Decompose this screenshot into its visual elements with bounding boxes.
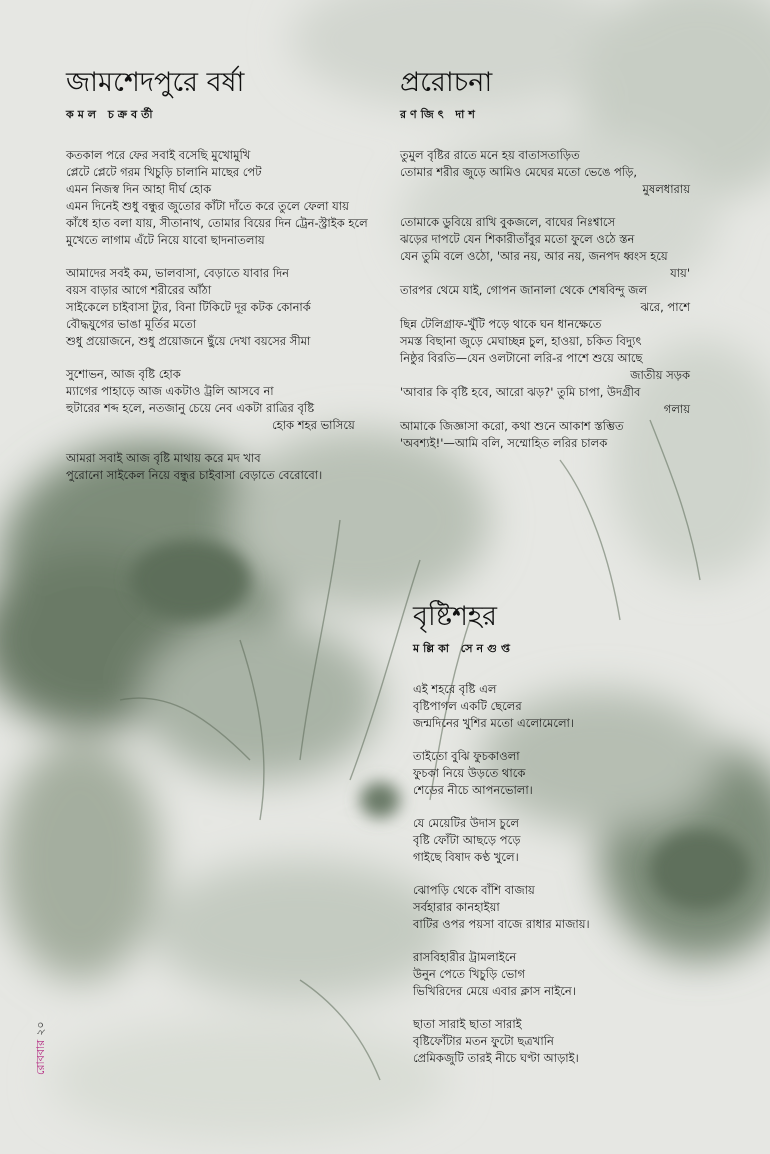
poem-line: যেন তুমি বলে ওঠো, 'আর নয়, আর নয়, জনপদ ধ্বংস হয়ে: [400, 249, 668, 263]
poem-line: পুরোনো সাইকেল নিয়ে বন্ধুর চাইবাসা বেড়াতে বেরোবো।: [66, 468, 323, 482]
poem-line: এমন দিনেই শুধু বন্ধুর জুতোর কাঁটা দাঁতে করে তুলে ফেলা যায়: [66, 199, 349, 213]
stanza: [66, 450, 396, 484]
poem-line: সাইকেলে চাইবাসা ট্যুর, বিনা টিকিটে দূর কটক কোনার্ক: [66, 300, 311, 314]
poem-line: জাতীয় সড়ক: [630, 368, 690, 382]
stanza: [413, 949, 713, 1000]
stanza: [413, 815, 713, 866]
poem-title: বৃষ্টিশহর: [413, 601, 497, 632]
poem-line: সর্বহারার কানহাইয়া: [413, 900, 500, 914]
poem-line: হুটারের শব্দ হলে, নতজানু চেয়ে নেব একটা রাত্রির বৃষ্টি: [66, 401, 315, 415]
poem-line: শেডের নীচে আপনভোলা।: [413, 783, 533, 797]
poem-line: ফুচকা নিয়ে উড়তে থাকে: [413, 766, 526, 780]
poem-author: কমল চক্রবর্তী: [66, 108, 157, 121]
poem-line: রাসবিহারীর ট্রামলাইনে: [413, 950, 517, 964]
poem-body: [400, 147, 690, 452]
poem-line: বৃষ্টিপাগল একটি ছেলের: [413, 699, 522, 713]
poem-author: মল্লিকা সেনগুপ্ত: [413, 642, 514, 655]
poem-line: তুমুল বৃষ্টির রাতে মনে হয় বাতাসতাড়িত: [400, 148, 580, 162]
poem-line: ছিন্ন টেলিগ্রাফ-খুঁটি পড়ে থাকে ঘন ধানক্ষেতে: [400, 317, 602, 331]
stanza: [66, 265, 396, 350]
poem-line: প্রেমিকজুটি তারই নীচে ঘণ্টা আড়াই।: [413, 1051, 579, 1065]
poem-line: ভিখিরিদের মেয়ে এবার ক্লাস নাইনে।: [413, 984, 576, 998]
poem-line: শুধু প্রয়োজনে, শুধু প্রয়োজনে ছুঁয়ে দেখা বয়সের সীমা: [66, 334, 311, 348]
poem-line: সুশোভন, আজ বৃষ্টি হোক: [66, 367, 181, 381]
page-number: ২০: [34, 1021, 47, 1036]
poem-line: আমাদের সবই কম, ভালবাসা, বেড়াতে যাবার দিন: [66, 266, 289, 280]
poem-line: গাইছে বিষাদ কণ্ঠ খুলে।: [413, 850, 519, 864]
poem-line: এমন নিজস্ব দিন আহা দীর্ঘ হোক: [66, 182, 212, 196]
poem-line: বৃষ্টিফোঁটার মতন ফুটো ছত্রখানি: [413, 1034, 554, 1048]
poem-line: আমরা সবাই আজ বৃষ্টি মাথায় করে মদ খাব: [66, 451, 261, 465]
poem-body: [66, 147, 396, 484]
poem-line: বৌদ্ধযুগের ভাঙা মূর্তির মতো: [66, 317, 197, 331]
poem-line: ছাতা সারাই ছাতা সারাই: [413, 1017, 522, 1031]
poem-jamshedpure-barsha: [66, 66, 396, 484]
poem-line: তারপর থেমে যাই, গোপন জানালা থেকে শেষবিন্দু জল: [400, 283, 648, 297]
stanza: [413, 1016, 713, 1067]
poem-prorochona: [400, 66, 690, 452]
poem-line: প্লেটে প্লেটে গরম খিচুড়ি চালানি মাছের পেট: [66, 165, 262, 179]
poem-line: নিষ্ঠুর বিরতি—যেন ওলটানো লরি-র পাশে শুয়ে আছে: [400, 351, 643, 365]
poem-line: তোমার শরীর জুড়ে আমিও মেঘের মতো ভেঙে পড়ি,: [400, 165, 638, 179]
stanza: [400, 147, 690, 198]
poem-line: 'আবার কি বৃষ্টি হবে, আরো ঝড়?' তুমি চাপা, উদগ্রীব: [400, 385, 641, 399]
poem-line: উনুন পেতে খিচুড়ি ভোগ: [413, 967, 526, 981]
poem-line: ঝড়ের দাপটে যেন শিকারীতাঁবুর মতো ফুলে ওঠে স্তন: [400, 232, 635, 246]
poem-brishtishohor: [413, 600, 713, 1067]
poem-title: জামশেদপুরে বর্ষা: [66, 67, 245, 98]
poem-line: বয়স বাড়ার আগে শরীরের আঁঠা: [66, 283, 212, 297]
poem-line: ঝরে, পাশে: [640, 300, 690, 314]
stanza: [400, 214, 690, 452]
poem-author: রণজিৎ দাশ: [400, 108, 479, 121]
poem-line: গলায়: [663, 402, 690, 416]
poem-line: হোক শহর ভাসিয়ে: [272, 418, 355, 432]
stanza: [66, 147, 396, 249]
poem-line: মুখেতে লাগাম এঁটে নিয়ে যাবো ছাদনাতলায়: [66, 233, 265, 247]
poem-line: বাটির ওপর পয়সা বাজে রাধার মাজায়।: [413, 917, 590, 931]
page-folio: [32, 1021, 51, 1075]
poem-line: কাঁধে হাত বলা যায়, সীতানাথ, তোমার বিয়ের দিন ট্রেন-স্ট্রাইক হলে: [66, 216, 368, 230]
poem-line: ম্যাগের পাহাড়ে আজ একটাও ট্রলি আসবে না: [66, 384, 274, 398]
poem-line: তাইতো বুঝি ফুচকাওলা: [413, 749, 520, 763]
poem-line: তোমাকে ডুবিয়ে রাখি বুকজলে, বাঘের নিঃশ্বাসে: [400, 215, 616, 229]
stanza: [413, 882, 713, 933]
poem-line: কতকাল পরে ফের সবাই বসেছি মুখোমুখি: [66, 148, 251, 162]
poem-line: বৃষ্টি ফোঁটা আছড়ে পড়ে: [413, 833, 521, 847]
stanza: [413, 681, 713, 732]
poem-body: [413, 681, 713, 1067]
poem-title: প্ররোচনা: [400, 67, 493, 98]
stanza: [413, 748, 713, 799]
stanza: [66, 366, 396, 434]
poem-line: মুষলধারায়: [642, 182, 690, 196]
poem-line: 'অবশ্যই!'—আমি বলি, সম্মোহিত লরির চালক: [400, 436, 608, 450]
poem-line: যে মেয়েটির উদাস চুলে: [413, 816, 519, 830]
poem-line: আমাকে জিজ্ঞাসা করো, কথা শুনে আকাশ স্তম্ভিত: [400, 419, 624, 433]
poem-line: এই শহরে বৃষ্টি এল: [413, 682, 497, 696]
poem-line: ঝোপড়ি থেকে বাঁশি বাজায়: [413, 883, 535, 897]
poem-line: যায়': [670, 266, 690, 280]
poem-line: সমস্ত বিছানা জুড়ে মেঘাচ্ছন্ন চুল, হাওয়া, চকিত বিদ্যুৎ: [400, 334, 642, 348]
poem-line: জন্মদিনের খুশির মতো এলোমেলো।: [413, 716, 574, 730]
magazine-name: রোববার: [34, 1039, 47, 1075]
